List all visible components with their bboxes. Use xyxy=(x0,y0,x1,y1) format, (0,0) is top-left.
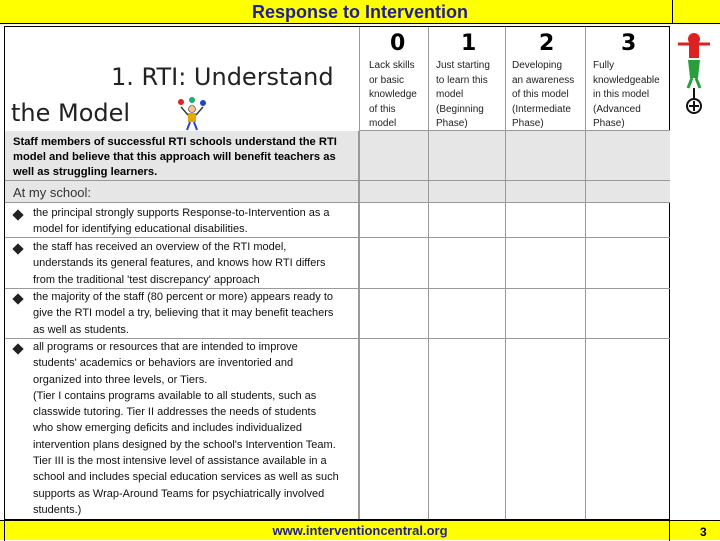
rating-cell[interactable] xyxy=(586,289,670,339)
header-title: Response to Intervention xyxy=(251,2,469,22)
slide-title-line2: the Model xyxy=(11,99,131,127)
scale-2-description: Developing an awareness of this model (Intermediate Phase) xyxy=(512,60,575,129)
scale-3-number: 3 xyxy=(621,31,637,56)
juggler-clipart-icon xyxy=(175,97,209,131)
intro-statement: Staff members of successful RTI schools understand the RTI model and believe that this approach will benefit teachers as well as struggling learners. xyxy=(13,136,337,178)
scale-0-number: 0 xyxy=(390,31,406,56)
scale-1-number: 1 xyxy=(461,31,477,56)
acrobat-figure-icon xyxy=(674,30,714,122)
item-3-text: the majority of the staff (80 percent or more) appears ready to give the RTI model a try, believing that it may benefit teachers as well as students. xyxy=(33,291,334,336)
rating-cell[interactable] xyxy=(586,203,670,238)
rating-cell[interactable] xyxy=(429,339,506,519)
rating-cell[interactable] xyxy=(359,339,429,519)
self-assessment-sheet xyxy=(4,26,670,520)
rating-cell[interactable] xyxy=(586,339,670,519)
rating-cell[interactable] xyxy=(429,238,506,289)
top-banner xyxy=(0,0,720,24)
slide-title-line1: 1. RTI: Understand xyxy=(111,63,334,91)
rating-cell[interactable] xyxy=(506,238,586,289)
scale-2-number: 2 xyxy=(539,31,555,56)
rating-cell[interactable] xyxy=(429,203,506,238)
scale-0-description: Lack skills or basic knowledge of this model xyxy=(369,60,417,129)
rating-cell[interactable] xyxy=(359,203,429,238)
at-my-school-label: At my school: xyxy=(13,185,92,200)
footer-url-link[interactable]: www.interventioncentral.org xyxy=(272,523,448,538)
rating-cell[interactable] xyxy=(506,339,586,519)
item-4-text: all programs or resources that are intended to improve students' academics or behaviors are inventoried and organized into three levels, or Tiers. (Tier I contains programs available to all students, such as classwide tutoring. Tier II addresses the needs of students who show emerging deficits and includes individualized intervention plans designed by the school's Intervention Team. Tier III is the most intensive level of assistance available in a school and includes special education services as well as such supports as Wrap-Around Teams for psychiatrically involved students.) xyxy=(33,341,339,516)
rating-cell[interactable] xyxy=(359,289,429,339)
scale-1-description: Just starting to learn this model (Beginning Phase) xyxy=(436,60,490,129)
page-number: 3 xyxy=(700,525,707,539)
rating-cell[interactable] xyxy=(506,289,586,339)
item-1-text: the principal strongly supports Response-to-Intervention as a model for identifying educational disabilities. xyxy=(33,207,330,236)
rating-cell[interactable] xyxy=(586,238,670,289)
rating-cell[interactable] xyxy=(359,238,429,289)
footer-bar xyxy=(0,520,720,540)
rating-cell[interactable] xyxy=(429,289,506,339)
rating-cell[interactable] xyxy=(506,203,586,238)
item-2-text: the staff has received an overview of the RTI model, understands its general features, and knows how RTI differs from the traditional 'test discrepancy' approach xyxy=(33,241,326,286)
scale-3-description: Fully knowledgeable in this model (Advanced Phase) xyxy=(593,60,660,129)
